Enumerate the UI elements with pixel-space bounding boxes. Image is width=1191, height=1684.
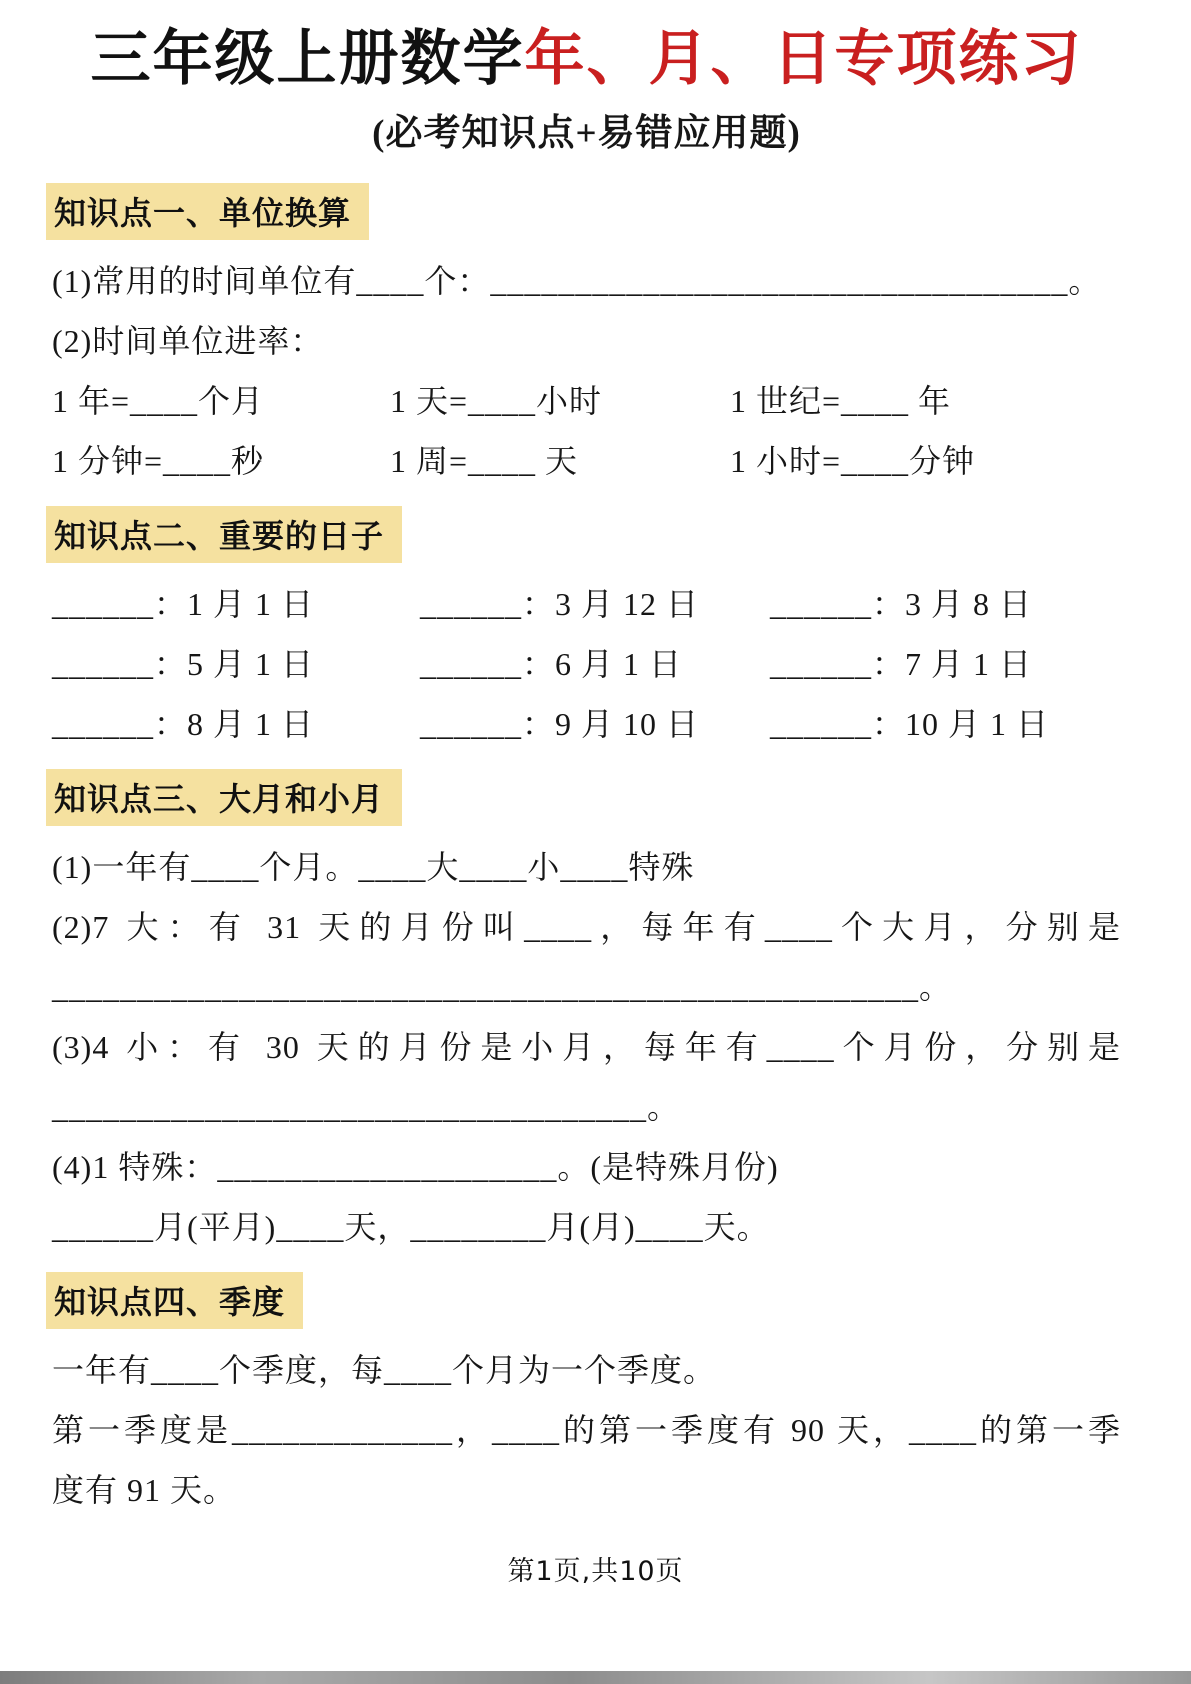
s3-line-february-days: ______月(平月)____天，________月(月)____天。 xyxy=(52,1209,770,1246)
s1-conversion-row-1 xyxy=(52,382,1121,420)
blank-date-item: ______：3 月 8 日 xyxy=(770,586,1033,623)
s1-conversion-row-2 xyxy=(52,442,1121,480)
blank-conversion-item: 1 世纪=____ 年 xyxy=(730,383,952,420)
title-black-part: 三年级上册数学 xyxy=(90,24,525,94)
s4-line-first-quarter-cont: 度有 91 天。 xyxy=(52,1472,237,1509)
s4-line-quarters-count: 一年有____个季度，每____个月为一个季度。 xyxy=(52,1352,717,1389)
s2-dates-row-2 xyxy=(52,645,1121,683)
section3-heading-row xyxy=(46,769,1121,826)
s3-line-small-months: (3)4 小：有 30 天的月份是小月，每年有____个月份，分别是 xyxy=(52,1029,1121,1066)
s3-line-big-months: (2)7 大：有 31 天的月份叫____，每年有____个大月，分别是 xyxy=(52,909,1121,946)
section2-heading: 知识点二、重要的日子 xyxy=(46,506,402,563)
blank-date-item: ______：9 月 10 日 xyxy=(420,706,700,743)
blank-date-item: ______：8 月 1 日 xyxy=(52,706,315,743)
s2-dates-row-3 xyxy=(52,705,1121,743)
blank-conversion-item: 1 天=____小时 xyxy=(390,383,603,420)
s1-line-time-units: (1)常用的时间单位有____个：__________________________________。 xyxy=(52,263,1102,300)
blank-date-item: ______：5 月 1 日 xyxy=(52,646,315,683)
title-red-part: 年、月、日专项练习 xyxy=(524,24,1083,94)
blank-conversion-item: 1 周=____ 天 xyxy=(390,443,579,480)
page-title xyxy=(52,22,1121,97)
section-unit-conversion xyxy=(52,183,1121,480)
section-big-small-months xyxy=(52,769,1121,1246)
blank-conversion-item: 1 年=____个月 xyxy=(52,383,265,420)
s1-line-rate-label: (2)时间单位进率： xyxy=(52,323,324,360)
s2-dates-row-1 xyxy=(52,585,1121,623)
blank-conversion-item: 1 分钟=____秒 xyxy=(52,443,265,480)
page-number: 第1页,共10页 xyxy=(507,1556,684,1587)
section4-heading-row xyxy=(46,1272,1121,1329)
page-subtitle: (必考知识点+易错应用题) xyxy=(372,113,801,154)
blank-date-item: ______：10 月 1 日 xyxy=(770,706,1050,743)
section1-heading-row xyxy=(46,183,1121,240)
s3-line-big-months-blank: ___________________________________________________。 xyxy=(52,969,953,1006)
section-quarters xyxy=(52,1272,1121,1509)
section1-heading: 知识点一、单位换算 xyxy=(46,183,369,240)
section3-heading: 知识点三、大月和小月 xyxy=(46,769,402,826)
photo-edge-artifact xyxy=(0,1671,1191,1684)
section-important-dates xyxy=(52,506,1121,743)
blank-conversion-item: 1 小时=____分钟 xyxy=(730,443,976,480)
blank-date-item: ______：3 月 12 日 xyxy=(420,586,700,623)
s4-line-first-quarter: 第一季度是_____________，____的第一季度有 90 天，____的第一季 xyxy=(52,1412,1121,1449)
s3-line-small-months-blank: ___________________________________。 xyxy=(52,1089,681,1126)
s3-line-months-count: (1)一年有____个月。____大____小____特殊 xyxy=(52,849,695,886)
s3-line-special-month: (4)1 特殊：____________________。(是特殊月份) xyxy=(52,1149,779,1186)
blank-date-item: ______：7 月 1 日 xyxy=(770,646,1033,683)
section2-heading-row xyxy=(46,506,1121,563)
blank-date-item: ______：6 月 1 日 xyxy=(420,646,683,683)
section4-heading: 知识点四、季度 xyxy=(46,1272,303,1329)
blank-date-item: ______：1 月 1 日 xyxy=(52,586,315,623)
